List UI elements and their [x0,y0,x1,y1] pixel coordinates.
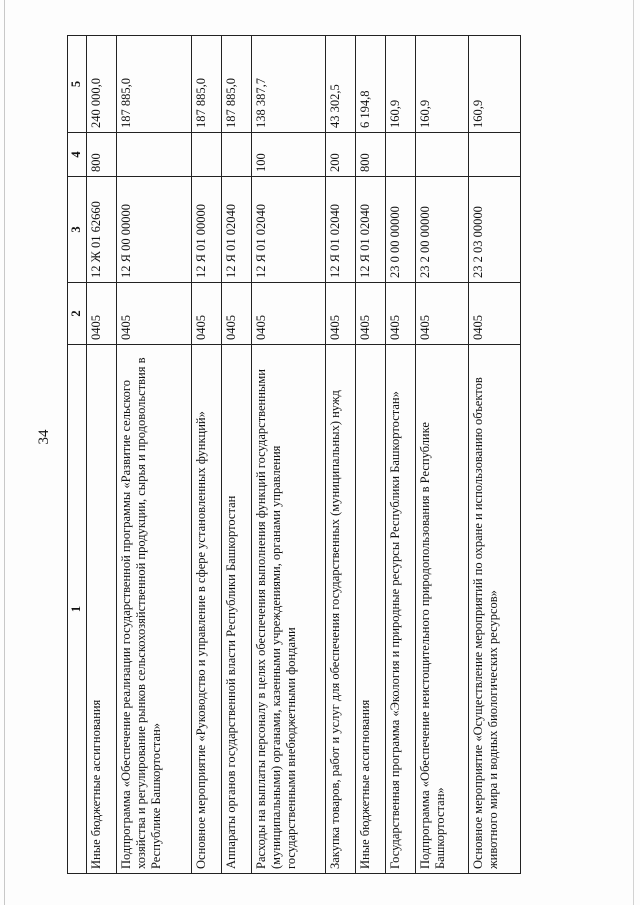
row-name: Закупка товаров, работ и услуг для обеспечения государственных (муниципальных) нужд [326,345,356,874]
table-row [468,36,520,874]
row-name: Расходы на выплаты персоналу в целях обеспечения выполнения функций государственными (муниципальными) органами, казенными учреждениями, органами управления государственными внебюджетными фондами [251,345,326,874]
row-target-code: 12 Ж 01 62660 [87,177,117,283]
row-expense-type: 100 [251,133,326,177]
row-target-code: 12 Я 01 00000 [191,177,221,283]
row-name: Государственная программа «Экология и природные ресурсы Республики Башкортостан» [386,345,416,874]
row-target-code: 23 0 00 00000 [386,177,416,283]
table-row [87,36,117,874]
row-amount: 138 387,7 [251,36,326,133]
row-amount: 240 000,0 [87,36,117,133]
row-section-code: 0405 [326,283,356,345]
row-amount: 187 885,0 [191,36,221,133]
table-row [416,36,468,874]
row-expense-type [416,133,468,177]
table-row [386,36,416,874]
row-section-code: 0405 [116,283,191,345]
row-name: Аппараты органов государственной власти Республики Башкортостан [221,345,251,874]
row-expense-type [468,133,520,177]
row-amount: 43 302,5 [326,36,356,133]
scan-edge-right [633,0,634,905]
row-expense-type [386,133,416,177]
row-name: Иные бюджетные ассигнования [356,345,386,874]
table-row [356,36,386,874]
row-expense-type [191,133,221,177]
row-section-code: 0405 [221,283,251,345]
row-expense-type: 200 [326,133,356,177]
row-section-code: 0405 [191,283,221,345]
column-header-5: 5 [68,36,87,133]
row-expense-type: 800 [356,133,386,177]
row-expense-type [221,133,251,177]
row-section-code: 0405 [416,283,468,345]
page-number: 34 [36,429,52,445]
row-name: Подпрограмма «Обеспечение неистощительного природопользования в Республике Башкортостан» [416,345,468,874]
row-amount: 187 885,0 [116,36,191,133]
row-target-code: 23 2 03 00000 [468,177,520,283]
table-row [251,36,326,874]
row-name: Подпрограмма «Обеспечение реализации государственной программы «Развитие сельского хозяйства и регулирование рынков сельскохозяйственной продукции, сырья и продовольствия в Республике Башкортостан» [116,345,191,874]
column-header-2: 2 [68,283,87,345]
row-target-code: 12 Я 01 02040 [251,177,326,283]
header-row [68,36,87,874]
row-target-code: 12 Я 00 00000 [116,177,191,283]
table-row [326,36,356,874]
row-name: Иные бюджетные ассигнования [87,345,117,874]
table-row [116,36,191,874]
table-row [191,36,221,874]
row-amount: 160,9 [468,36,520,133]
row-amount: 187 885,0 [221,36,251,133]
rotated-page-content [67,36,521,874]
row-target-code: 12 Я 01 02040 [221,177,251,283]
column-header-3: 3 [68,177,87,283]
table-row [221,36,251,874]
budget-table [67,35,521,874]
rotated-table-area [67,36,521,874]
row-name: Основное мероприятие «Осуществление мероприятий по охране и использованию объектов животного мира и водных биологических ресурсов» [468,345,520,874]
scan-edge-left [4,0,5,905]
row-amount: 160,9 [416,36,468,133]
row-section-code: 0405 [251,283,326,345]
row-section-code: 0405 [356,283,386,345]
row-name: Основное мероприятие «Руководство и управление в сфере установленных функций» [191,345,221,874]
row-expense-type [116,133,191,177]
column-header-4: 4 [68,133,87,177]
row-amount: 6 194,8 [356,36,386,133]
row-section-code: 0405 [87,283,117,345]
row-amount: 160,9 [386,36,416,133]
row-target-code: 12 Я 01 02040 [326,177,356,283]
row-expense-type: 800 [87,133,117,177]
row-section-code: 0405 [386,283,416,345]
row-section-code: 0405 [468,283,520,345]
column-header-1: 1 [68,345,87,874]
row-target-code: 12 Я 01 02040 [356,177,386,283]
row-target-code: 23 2 00 00000 [416,177,468,283]
